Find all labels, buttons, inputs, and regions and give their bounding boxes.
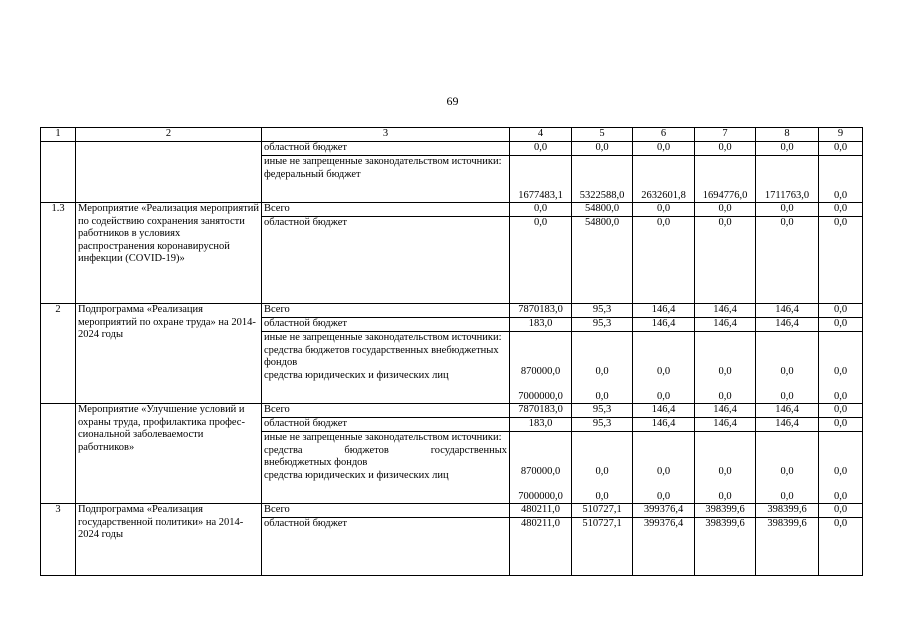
- legal-persons-value: 7000000,0: [518, 490, 563, 502]
- value-cell: 146,4: [756, 318, 819, 332]
- table-row: [41, 304, 863, 318]
- value-cell: 398399,6: [695, 518, 756, 576]
- value-cell: 398399,6: [695, 504, 756, 518]
- row-number-cell: [41, 142, 76, 203]
- header-cell: 5: [572, 128, 633, 142]
- value-cell: 7870183,0: [510, 404, 572, 418]
- value-cell: 146,4: [756, 418, 819, 432]
- extrabudget-value: 0,0: [780, 366, 794, 377]
- value-cell: 0,0: [819, 418, 863, 432]
- value-cell: [695, 432, 756, 504]
- source-cell: областной бюджет: [262, 217, 510, 304]
- value-cell: 0,0: [819, 304, 863, 318]
- value-cell: 54800,0: [572, 203, 633, 217]
- extrabudget-value: 0,0: [595, 366, 609, 377]
- value-cell: 95,3: [572, 404, 633, 418]
- header-cell: 6: [633, 128, 695, 142]
- extrabudget-value: 0,0: [718, 366, 732, 377]
- legal-persons-value: 0,0: [833, 490, 848, 502]
- legal-persons-label: средства юридических и физических лиц: [264, 369, 449, 381]
- value-cell: 183,0: [510, 418, 572, 432]
- source-cell: Всего: [262, 203, 510, 217]
- value-cell: 146,4: [633, 418, 695, 432]
- source-cell: [262, 332, 510, 404]
- value-cell: 510727,1: [572, 518, 633, 576]
- other-sources-label: иные не запрещенные законодательством источники:: [264, 156, 502, 167]
- value-cell: [572, 432, 633, 504]
- header-cell: 9: [819, 128, 863, 142]
- value-cell: [633, 432, 695, 504]
- legal-persons-value: 0,0: [718, 490, 732, 502]
- value-cell: 0,0: [819, 404, 863, 418]
- value-cell: 0,0: [756, 217, 819, 304]
- value-cell: 2632601,8: [633, 156, 695, 203]
- row-name-cell: Подпрограмма «Реализация мероприятий по охране труда» на 2014-2024 годы: [76, 304, 262, 404]
- value-cell: [756, 332, 819, 404]
- value-cell: 146,4: [695, 304, 756, 318]
- legal-persons-value: 0,0: [833, 390, 848, 402]
- other-sources-label: иные не запрещенные законодательством источники:: [264, 332, 502, 343]
- extrabudget-value: 0,0: [656, 466, 671, 477]
- value-cell: 0,0: [819, 318, 863, 332]
- value-cell: [695, 332, 756, 404]
- value-cell: 1711763,0: [756, 156, 819, 203]
- value-cell: 0,0: [819, 518, 863, 576]
- extrabudget-value: 0,0: [833, 466, 848, 477]
- header-cell: 3: [262, 128, 510, 142]
- value-cell: 7870183,0: [510, 304, 572, 318]
- value-cell: [819, 332, 863, 404]
- value-cell: 398399,6: [756, 504, 819, 518]
- extrabudget-value: 0,0: [595, 466, 609, 477]
- value-cell: 146,4: [756, 404, 819, 418]
- value-cell: 480211,0: [510, 518, 572, 576]
- row-name-cell: [76, 142, 262, 203]
- table-row: [41, 203, 863, 217]
- legal-persons-value: 7000000,0: [518, 390, 563, 402]
- row-number-cell: 2: [41, 304, 76, 404]
- page-number: 69: [446, 94, 459, 108]
- value-cell: 480211,0: [510, 504, 572, 518]
- legal-persons-value: 0,0: [718, 390, 732, 402]
- extrabudget-value: 870000,0: [520, 366, 561, 377]
- value-cell: 0,0: [510, 217, 572, 304]
- extrabudget-label-line2: внебюджетных фондов: [264, 457, 368, 468]
- table-row: [41, 142, 863, 156]
- header-cell: 8: [756, 128, 819, 142]
- value-cell: 0,0: [510, 203, 572, 217]
- value-cell: 0,0: [633, 217, 695, 304]
- value-cell: 0,0: [756, 203, 819, 217]
- value-cell: 0,0: [633, 142, 695, 156]
- value-cell: [819, 432, 863, 504]
- value-cell: 146,4: [756, 304, 819, 318]
- extrabudget-value: 0,0: [780, 466, 794, 477]
- value-cell: [572, 332, 633, 404]
- value-cell: 146,4: [695, 404, 756, 418]
- header-cell: 4: [510, 128, 572, 142]
- legal-persons-label: средства юридических и физических лиц: [264, 469, 449, 481]
- extrabudget-value: 870000,0: [520, 466, 561, 477]
- value-cell: 399376,4: [633, 504, 695, 518]
- value-cell: 0,0: [819, 504, 863, 518]
- value-cell: 146,4: [633, 404, 695, 418]
- extrabudget-label: средства бюджетов государственных внебюджетных фондов: [264, 344, 499, 368]
- value-cell: [510, 432, 572, 504]
- source-cell: областной бюджет: [262, 318, 510, 332]
- value-cell: 0,0: [510, 142, 572, 156]
- legal-persons-value: 0,0: [595, 490, 609, 502]
- value-cell: 54800,0: [572, 217, 633, 304]
- value-cell: 0,0: [695, 203, 756, 217]
- value-cell: 0,0: [633, 203, 695, 217]
- extrabudget-value: 0,0: [718, 466, 732, 477]
- row-number-cell: 1.3: [41, 203, 76, 304]
- budget-table: [40, 127, 863, 576]
- value-cell: 0,0: [819, 217, 863, 304]
- legal-persons-value: 0,0: [656, 490, 671, 502]
- value-cell: 0,0: [819, 142, 863, 156]
- source-cell: Всего: [262, 404, 510, 418]
- value-cell: 398399,6: [756, 518, 819, 576]
- value-cell: 5322588,0: [572, 156, 633, 203]
- source-cell: областной бюджет: [262, 518, 510, 576]
- legal-persons-value: 0,0: [780, 490, 794, 502]
- value-cell: 146,4: [695, 418, 756, 432]
- extrabudget-value: 0,0: [656, 366, 671, 377]
- legal-persons-value: 0,0: [780, 390, 794, 402]
- row-name-cell: Мероприятие «Реализация мероприятий по содействию сохранения занятости работников в условиях распространения коронавирусной инфекции (COVID-19)»: [76, 203, 262, 304]
- header-cell: 7: [695, 128, 756, 142]
- value-cell: 0,0: [695, 142, 756, 156]
- value-cell: 0,0: [819, 156, 863, 203]
- source-cell: [262, 156, 510, 203]
- value-cell: [756, 432, 819, 504]
- row-number-cell: [41, 404, 76, 504]
- value-cell: 183,0: [510, 318, 572, 332]
- other-sources-label: иные не запрещенные законодательством источники:: [264, 432, 502, 443]
- value-cell: 0,0: [695, 217, 756, 304]
- source-cell: областной бюджет: [262, 142, 510, 156]
- extrabudget-label-line1: средства бюджетов государственных: [264, 444, 507, 456]
- value-cell: 146,4: [633, 304, 695, 318]
- value-cell: [633, 332, 695, 404]
- value-cell: 0,0: [756, 142, 819, 156]
- value-cell: 0,0: [819, 203, 863, 217]
- value-cell: 1677483,1: [510, 156, 572, 203]
- source-cell: Всего: [262, 504, 510, 518]
- value-cell: 399376,4: [633, 518, 695, 576]
- value-cell: 146,4: [633, 318, 695, 332]
- row-name-cell: Подпрограмма «Реализация государственной политики» на 2014-2024 годы: [76, 504, 262, 576]
- legal-persons-value: 0,0: [595, 390, 609, 402]
- row-number-cell: 3: [41, 504, 76, 576]
- value-cell: [510, 332, 572, 404]
- value-cell: 510727,1: [572, 504, 633, 518]
- table-row: [41, 404, 863, 418]
- value-cell: 95,3: [572, 318, 633, 332]
- federal-label: федеральный бюджет: [264, 168, 361, 180]
- value-cell: 0,0: [572, 142, 633, 156]
- value-cell: 1694776,0: [695, 156, 756, 203]
- extrabudget-value: 0,0: [833, 366, 848, 377]
- source-cell: областной бюджет: [262, 418, 510, 432]
- row-name-cell: Мероприятие «Улучшение условий и охраны труда, профилактика профес-сиональной заболеваемости работников»: [76, 404, 262, 504]
- legal-persons-value: 0,0: [656, 390, 671, 402]
- source-cell: [262, 432, 510, 504]
- value-cell: 146,4: [695, 318, 756, 332]
- header-cell: 1: [41, 128, 76, 142]
- value-cell: 95,3: [572, 304, 633, 318]
- source-cell: Всего: [262, 304, 510, 318]
- value-cell: 95,3: [572, 418, 633, 432]
- table-header-row: [41, 128, 863, 142]
- table-row: [41, 504, 863, 518]
- header-cell: 2: [76, 128, 262, 142]
